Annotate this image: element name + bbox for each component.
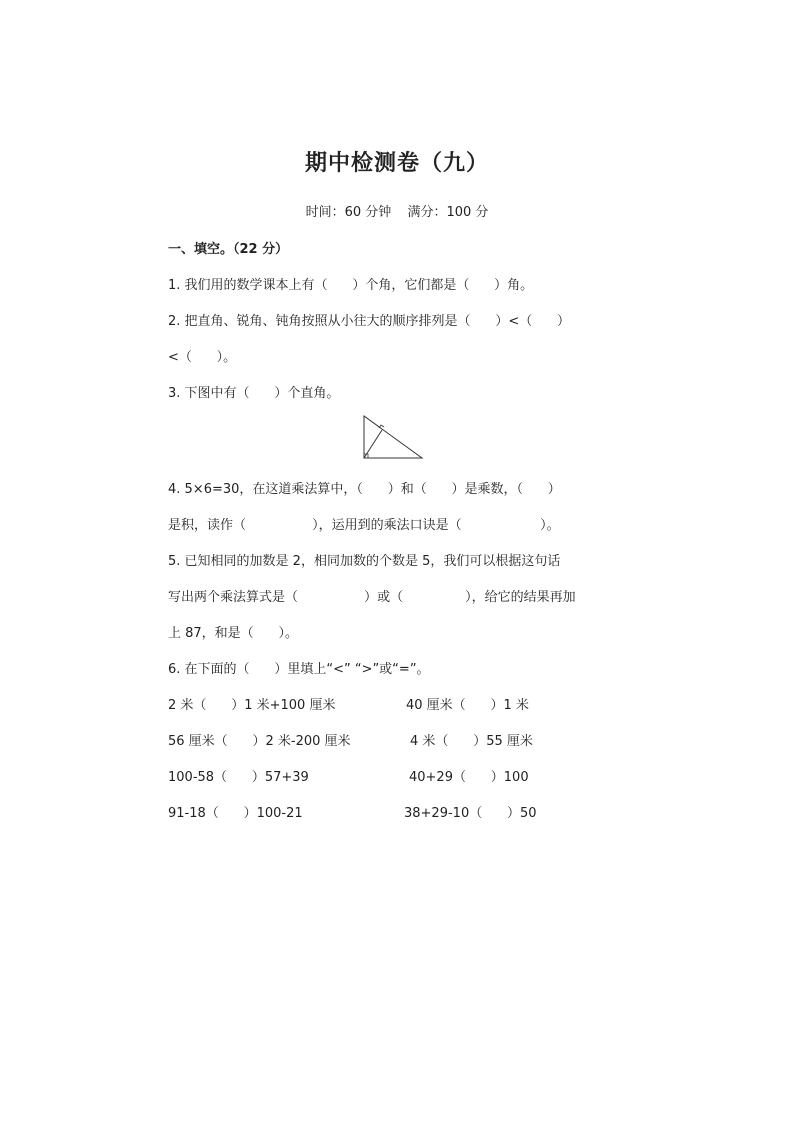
page-title: 期中检测卷（九） — [304, 151, 489, 176]
comparison-right: 40+29（ ）100 — [409, 770, 529, 785]
comparison-right: 4 米（ ）55 厘米 — [410, 734, 533, 749]
question-4-line2: 是积，读作（ ），运用到的乘法口诀是（ ）。 — [168, 518, 560, 533]
comparison-right: 40 厘米（ ）1 米 — [406, 698, 529, 713]
question-6: 6. 在下面的（ ）里填上“<” “>”或“=”。 — [168, 662, 430, 677]
exam-info — [0, 201, 794, 220]
triangle-outline — [364, 416, 422, 458]
section-heading: 一、填空。（22 分） — [168, 242, 289, 257]
comparison-right: 38+29-10（ ）50 — [404, 806, 537, 821]
question-2-line2: <（ ）。 — [168, 350, 237, 365]
question-5-line2: 写出两个乘法算式是（ ）或（ ），给它的结果再加 — [168, 590, 576, 605]
question-3: 3. 下图中有（ ）个直角。 — [168, 386, 340, 401]
right-triangle-figure — [360, 412, 426, 462]
altitude-right-angle-mark — [379, 425, 384, 428]
question-1: 1. 我们用的数学课本上有（ ）个角，它们都是（ ）角。 — [168, 278, 534, 293]
question-5-line3: 上 87，和是（ ）。 — [168, 626, 298, 641]
question-4-line1: 4. 5×6=30，在这道乘法算中，（ ）和（ ）是乘数，（ ） — [168, 482, 561, 497]
comparison-left: 2 米（ ）1 米+100 厘米 — [168, 698, 336, 713]
comparison-left: 56 厘米（ ）2 米-200 厘米 — [168, 734, 351, 749]
question-2-line1: 2. 把直角、锐角、钝角按照从小往大的顺序排列是（ ）<（ ） — [168, 314, 571, 329]
comparison-left: 100-58（ ）57+39 — [168, 770, 309, 785]
time-limit: 时间：60 分钟 — [305, 205, 392, 220]
question-5-line1: 5. 已知相同的加数是 2，相同加数的个数是 5，我们可以根据这句话 — [168, 554, 561, 569]
full-score: 满分：100 分 — [407, 205, 489, 220]
comparison-left: 91-18（ ）100-21 — [168, 806, 303, 821]
